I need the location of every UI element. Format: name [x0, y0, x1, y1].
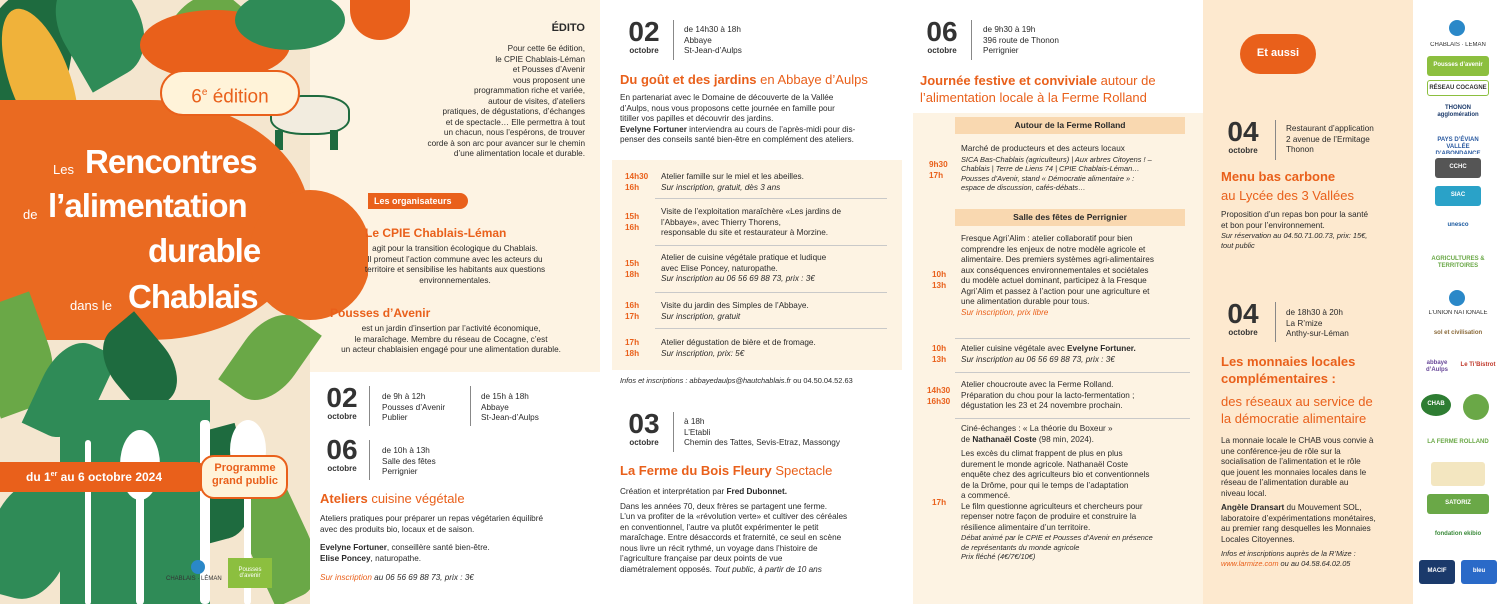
logo-pousses: Pousses d’avenir — [1427, 56, 1489, 76]
inscription-label: Sur inscription — [320, 573, 372, 582]
info-line: Abbaye — [481, 402, 509, 412]
edito-title: ÉDITO — [551, 22, 585, 34]
info-line: Abbaye — [684, 35, 712, 45]
info-line: de 9h à 12h — [382, 392, 426, 401]
org1-line: territoire et sensibilise les habitants aux questions — [364, 265, 546, 274]
desc-line: au premier rang desquelles les Monnaies — [1221, 524, 1371, 533]
story-line: en conventionnel, l’autre va plutôt expérimenter le petit — [620, 522, 819, 532]
time-slot: 15h 16h — [625, 212, 640, 232]
separator — [470, 386, 471, 426]
ferme-title — [620, 463, 832, 478]
edito-line: un chacun, nous l’espérons, de trouver — [443, 128, 585, 137]
schedule-item: Atelier de cuisine végétale pratique et ludique avec Elise Poncey, naturopathe. Sur inscription au 06 56 69 88 73, prix : 3€ — [661, 253, 827, 283]
logo-bleu: bleu — [1461, 560, 1497, 584]
infos-text: Infos et inscriptions : abbayedaulps@hautchablais.fr — [620, 376, 792, 385]
desc-line: tout public — [1221, 240, 1255, 250]
intro-line: d’Aulps, nous vous proposons cette journée en famille pour — [620, 103, 835, 113]
info-line: 396 route de Thonon — [983, 35, 1059, 45]
desc-line: Proposition d’un repas bon pour la santé — [1221, 210, 1369, 219]
org2-name: Pousses d’Avenir — [330, 306, 431, 320]
person-role: , naturopathe. — [370, 553, 422, 563]
time-slot: 17h — [932, 498, 947, 507]
col3-title — [920, 72, 1156, 106]
aussi-date1 — [1223, 118, 1263, 155]
ateliers-info3 — [382, 446, 436, 478]
desc-line: Sur réservation au 04.50.71.00.73, prix: 15€, — [1221, 231, 1368, 240]
story-line: Dans les années 70, deux frères se partagent une ferme. — [620, 501, 828, 511]
cover-panel — [0, 0, 600, 604]
logo-evian: PAYS D’ÉVIAN VALLÉE D’ABONDANCE — [1427, 134, 1489, 154]
schedule-item: Visite de l’exploitation maraîchère «Les jardins de l’Abbaye», avec Thierry Thorens, responsable du site et restaurateur à Morzine. — [661, 207, 842, 237]
cpie-logo-text: CHABLAIS · LÉMAN — [166, 576, 222, 582]
ateliers-desc — [320, 514, 543, 535]
separator — [673, 20, 674, 60]
col2-date3 — [626, 410, 662, 447]
date-number: 02 — [326, 382, 358, 413]
date-number: 03 — [628, 408, 660, 439]
info-line: Salle des fêtes — [382, 456, 436, 466]
time-slot: 16h 17h — [625, 301, 640, 321]
person-name: Evelyne Fortuner — [320, 543, 387, 552]
dates-text — [26, 470, 162, 484]
desc-line: et bon pour l’environnement. — [1221, 220, 1325, 230]
desc-line: une conférence-jeu de rôle sur la — [1221, 446, 1341, 456]
info-line: à 18h — [684, 417, 705, 426]
info-line: Perrignier — [983, 46, 1019, 55]
logo-partner-round — [1463, 394, 1489, 420]
desc-line: du Mouvement SOL, — [1284, 503, 1362, 512]
date-month: octobre — [1228, 328, 1258, 337]
aussi-desc2 — [1221, 436, 1411, 568]
et-aussi-heading: Et aussi — [1256, 47, 1300, 59]
organisateurs-heading: Les organisateurs — [374, 196, 452, 206]
date-month: octobre — [1228, 146, 1258, 155]
separator — [1275, 302, 1276, 342]
edition-word: édition — [207, 86, 269, 108]
logo-satoriz: SATORIZ — [1427, 494, 1489, 514]
aussi-title2 — [1221, 353, 1355, 387]
col3-title-rest: autour de — [1097, 73, 1156, 88]
info-line: La R’mize — [1286, 318, 1323, 328]
edito-line: d’une alimentation locale et durable. — [453, 149, 585, 158]
edito-line: et Pousses d’Avenir — [512, 65, 585, 74]
aussi-info2 — [1286, 308, 1349, 340]
desc-line: laboratoire d’expérimentations monétaires, — [1221, 513, 1376, 523]
desc-line: La monnaie locale le CHAB vous convie à — [1221, 436, 1374, 445]
col3-title-bold: Journée festive et conviviale — [920, 73, 1098, 88]
title-line: Les monnaies locales — [1221, 354, 1356, 369]
title-chablais: Chablais — [128, 278, 258, 315]
logo-cpie: CHABLAIS · LÉMAN — [1430, 42, 1486, 48]
ateliers-info1 — [382, 392, 445, 424]
logo-partner-box — [1431, 462, 1485, 486]
story-line: L’un va profiter de la «révolution verte» et cultiver des céréales — [620, 512, 848, 521]
title-line: complémentaires : — [1221, 371, 1336, 386]
logo-cocagne: RÉSEAU COCAGNE — [1427, 80, 1489, 96]
info-line: de 15h à 18h — [481, 392, 529, 401]
separator — [369, 386, 370, 426]
info-line: St-Jean-d’Aulps — [684, 46, 742, 55]
logo-ekibio: fondation ekibio — [1427, 522, 1489, 548]
edito-block — [350, 22, 585, 160]
row-divider — [655, 328, 887, 329]
edito-text — [350, 44, 585, 160]
sub-line: des réseaux au service de — [1221, 394, 1373, 409]
col2-title — [620, 72, 868, 87]
title-rencontres: Rencontres — [85, 143, 257, 180]
date-month: octobre — [629, 438, 659, 447]
ferme-title-rest: Spectacle — [771, 463, 833, 478]
programme-text — [208, 462, 282, 488]
time-slot: 15h 18h — [625, 259, 640, 279]
edito-line: le CPIE Chablais-Léman — [495, 54, 585, 64]
org1-line: agit pour la transition écologique du Chablais. — [372, 244, 538, 253]
logo-unesco: unesco — [1427, 216, 1489, 236]
desc-line: avec des produits bio, locaux et de saison. — [320, 524, 475, 534]
website-link[interactable]: www.larmize.com — [1221, 558, 1279, 568]
dates-sup: er — [50, 471, 58, 478]
col2-info — [684, 25, 742, 57]
date-month: octobre — [327, 464, 357, 473]
schedule-item: Atelier choucroute avec la Ferme Rolland. Préparation du chou pour la lacto-fermentation ; dégustation les 23 et 24 novembre prochain. — [961, 380, 1135, 410]
org1-name: Le CPIE Chablais-Léman — [365, 226, 507, 240]
logo-abbaye: abbaye d’Aulps — [1419, 352, 1455, 376]
org2-line: un acteur chablaisien engagé pour une alimentation durable. — [341, 345, 561, 354]
col2-date — [626, 18, 662, 55]
logo-chab: CHAB — [1421, 394, 1451, 416]
title-durable: durable — [148, 232, 261, 269]
ateliers-date1 — [323, 384, 361, 421]
logo-agricultures: AGRICULTURES & TERRITOIRES — [1427, 242, 1489, 282]
separator — [1275, 120, 1276, 160]
logo-tibistrot: Le Ti’Bistrot — [1459, 356, 1497, 376]
schedule-item: Visite du jardin des Simples de l’Abbaye. Sur inscription, gratuit — [661, 301, 809, 321]
desc-line: ou au 04.58.64.02.05 — [1278, 558, 1351, 568]
logo-union-nationale: L’UNION NATIONALE — [1428, 310, 1488, 316]
ateliers-title — [320, 491, 465, 506]
org1-line: environnementales. — [419, 275, 491, 285]
programme-line2: grand public — [212, 475, 278, 487]
date-number: 02 — [628, 16, 660, 47]
schedule-item: Atelier dégustation de bière et de fromage. Sur inscription, prix: 5€ — [661, 338, 816, 358]
logo-cchc: CCHC — [1435, 158, 1481, 178]
col3-info — [983, 25, 1059, 57]
union-logo-mark — [1449, 290, 1465, 306]
org2-text — [310, 324, 592, 356]
desc-line: socialisation de l’alimentation et le rôle — [1221, 457, 1361, 466]
time-slot: 9h30 17h — [929, 160, 948, 180]
col2-intro — [620, 93, 890, 146]
desc-line: niveau local. — [1221, 488, 1267, 498]
aussi-sub2 — [1221, 393, 1373, 427]
schedule-item: Marché de producteurs et des acteurs locaux SICA Bas-Chablais (agriculteurs) | Aux arbres Citoyens ! – Chablais | Terre de Liens 74 | CPIE Chablais-Léman… Pousses d’Avenir, stand « Démocratie alimentaire » : espace de discussion, cafés-débats… — [961, 144, 1152, 192]
sub-line: la démocratie alimentaire — [1221, 411, 1367, 426]
org2-line: est un jardin d’insertion par l’activité économique, — [361, 324, 541, 333]
desc-line: Locales Citoyennes. — [1221, 534, 1295, 544]
ateliers-people — [320, 543, 490, 564]
edition-number: 6 — [191, 86, 202, 108]
row-divider — [655, 198, 887, 199]
aussi-date2 — [1223, 300, 1263, 337]
intro-name: Evelyne Fortuner — [620, 124, 687, 134]
title-dans-le: dans le — [70, 298, 112, 313]
desc-line: Infos et inscriptions auprès de la R’Mize : — [1221, 549, 1356, 558]
desc-line: réseau de l’alimentation durable au — [1221, 478, 1349, 487]
row-divider — [955, 418, 1190, 419]
row-divider — [655, 292, 887, 293]
edition-sup: e — [201, 87, 208, 98]
edito-line: et de spectacle… Elle permettra à tout — [445, 117, 585, 127]
ateliers-inscription — [320, 573, 474, 584]
ferme-title-bold: La Ferme du Bois Fleury — [620, 463, 772, 478]
info-line: Perrignier — [382, 467, 418, 476]
date-number: 04 — [1227, 116, 1259, 147]
edito-line: pratiques, de dégustations, d’échanges — [442, 107, 585, 116]
schedule-item: Ciné-échanges : « La théorie du Boxeur » de Nathanaël Coste (98 min, 2024). Les excès du climat frappent de plus en plus durement le monde agricole. Nathanaël Coste enquête chez des agriculteurs bio et conventionnels de la Drôme, pour qui le temps de l’adaptation a commencé. Le film questionne agriculteurs et chercheurs pour repenser notre façon de produire et construire la résilience alimentaire d’un territoire. Débat animé par le CPIE et Pousses d’Avenir en présence de représentants du monde agricole Prix fléché (4€/7€/10€) — [961, 424, 1153, 561]
logo-siac: SIAC — [1435, 186, 1481, 206]
cpie-logo-mark — [1449, 20, 1465, 36]
row-divider — [655, 245, 887, 246]
story-line: l’agriculture française par deux points de vue — [620, 554, 783, 563]
creation-text: Création et interprétation par — [620, 487, 727, 496]
ateliers-title-bold: Ateliers — [320, 491, 368, 506]
speaker-name: Angèle Dransart — [1221, 503, 1285, 512]
programme-line1: Programme — [214, 462, 276, 474]
info-line: Anthy-sur-Léman — [1286, 329, 1349, 338]
title-de: de — [23, 207, 38, 222]
col2-infos — [620, 376, 853, 386]
person-name: Elise Poncey — [320, 553, 371, 563]
story-line: nous livre un récit rythmé, un voyage dans l’histoire de — [620, 543, 818, 553]
row-divider — [955, 338, 1190, 339]
logo-sol-civilisation: sol et civilisation — [1427, 326, 1489, 344]
logo-ferme-rolland: LA FERME ROLLAND — [1427, 430, 1489, 456]
creation-name: Fred Dubonnet. — [726, 487, 787, 496]
date-number: 06 — [926, 16, 958, 47]
time-slot: 17h 18h — [625, 338, 640, 358]
aussi-info1 — [1286, 124, 1374, 156]
info-line: Publier — [382, 413, 408, 422]
info-line: Restaurant d’application — [1286, 124, 1374, 133]
edition-bubble — [160, 70, 300, 116]
intro-line: penser des conseils santé bien-être en complément des ateliers. — [620, 135, 854, 144]
logo-macif: MACIF — [1419, 560, 1455, 584]
aussi-desc1 — [1221, 210, 1368, 250]
date-number: 04 — [1227, 298, 1259, 329]
col3-date — [924, 18, 960, 55]
band-salle-des-fetes: Salle des fêtes de Perrignier — [955, 209, 1185, 226]
date-month: octobre — [927, 46, 957, 55]
desc-line: que jouent les monnaies locales dans le — [1221, 467, 1367, 477]
dates-rest: au 6 octobre 2024 — [57, 470, 163, 484]
intro-line: En partenariat avec le Domaine de découverte de la Vallée — [620, 93, 834, 102]
info-line: L’Etabli — [684, 427, 711, 437]
infos-phone: ou 04.50.04.52.63 — [791, 376, 853, 385]
col2-info3 — [684, 417, 840, 449]
schedule-item: Atelier famille sur le miel et les abeilles. Sur inscription, gratuit, dès 3 ans — [661, 172, 804, 192]
time-slot: 14h30 16h30 — [927, 386, 951, 406]
info-line: Thonon — [1286, 145, 1314, 154]
desc-line: Ateliers pratiques pour préparer un repas végétarien équilibré — [320, 514, 544, 523]
row-divider — [955, 372, 1190, 373]
info-line: de 18h30 à 20h — [1286, 308, 1343, 317]
date-month: octobre — [629, 46, 659, 55]
info-line: de 9h30 à 19h — [983, 25, 1036, 34]
inscription-rest: au 06 56 69 88 73, prix : 3€ — [371, 573, 474, 582]
info-line: de 10h à 13h — [382, 446, 430, 455]
pousses-logo: Pousses d’avenir — [228, 558, 272, 588]
separator — [971, 20, 972, 60]
ateliers-date2 — [323, 436, 361, 473]
edito-line: Pour cette 6e édition, — [507, 44, 585, 53]
info-line: de 14h30 à 18h — [684, 25, 741, 34]
date-number: 06 — [326, 434, 358, 465]
partners-logo-column — [1413, 0, 1504, 604]
edito-line: vous proposent une — [513, 75, 585, 85]
intro-line: titiller vos papilles et découvrir des jardins. — [620, 114, 774, 123]
edito-line: corde à son arc pour avancer sur le chemin — [427, 138, 585, 148]
time-slot: 14h30 16h — [625, 172, 649, 192]
band-ferme-rolland: Autour de la Ferme Rolland — [955, 117, 1185, 134]
cow-leg — [330, 130, 338, 150]
story-audience: Tout public, à partir de 10 ans — [714, 564, 822, 574]
title-les: Les — [53, 162, 74, 177]
org1-line: Il promeut l’action commune avec les acteurs du — [367, 254, 543, 264]
col3-title-rest2: l’alimentation locale à la Ferme Rolland — [920, 90, 1147, 105]
ateliers-title-rest: cuisine végétale — [367, 491, 465, 506]
col2-title-rest: en Abbaye d’Aulps — [756, 72, 868, 87]
col2-title-bold: Du goût et des jardins — [620, 72, 757, 87]
separator — [369, 440, 370, 480]
schedule-item: Fresque Agri’Alim : atelier collaboratif pour bien comprendre les enjeux de notre modèle agricole et alimentaire. Des premiers systèmes agri-alimentaires aux conséquences environnementales et sociétales du modèle actuel dominant, participez à la Fresque Agri’Alim et passez à l’action pour une agriculture et une alimentation durable pour tous. Sur inscription, prix libre — [961, 234, 1154, 317]
logo-thonon: THONON agglomération — [1427, 100, 1489, 118]
time-slot: 10h 13h — [932, 344, 947, 364]
intro-line: interviendra au cours de l’après-midi pour dis- — [686, 124, 856, 134]
spoon-handle — [136, 495, 144, 604]
info-line: Pousses d’Avenir — [382, 402, 446, 412]
aussi-title1: Menu bas carbone — [1221, 169, 1336, 184]
time-slot: 10h 13h — [932, 270, 947, 290]
dates-du: du 1 — [26, 470, 51, 484]
info-line: Chemin des Tattes, Sevis-Etraz, Massongy — [684, 438, 840, 447]
edito-line: autour de visites, d’ateliers — [488, 96, 585, 106]
title-alimentation: l’alimentation — [48, 187, 247, 224]
date-month: octobre — [327, 412, 357, 421]
info-line: 2 avenue de l’Ermitage — [1286, 134, 1370, 144]
org2-line: le maraîchage. Membre du réseau de Cocagne, c’est — [354, 334, 548, 344]
person-role: , conseillère santé bien-être. — [386, 543, 490, 552]
ateliers-info2 — [481, 392, 539, 424]
story-line: maraîchage. Entre désaccords et fraternité, ce seul en scène — [620, 533, 842, 542]
org1-text — [320, 244, 590, 286]
info-line: St-Jean-d’Aulps — [481, 413, 539, 422]
edito-line: programmation riche et variée, — [473, 86, 585, 95]
story-line: diamétralement opposés. — [620, 564, 715, 574]
ferme-text — [620, 487, 900, 575]
separator — [673, 412, 674, 452]
schedule-item: Atelier cuisine végétale avec Evelyne Fortuner. Sur inscription au 06 56 69 88 73, prix : 3€ — [961, 344, 1136, 364]
cpie-logo-mark — [191, 560, 205, 574]
aussi-sub1: au Lycée des 3 Vallées — [1221, 188, 1354, 203]
